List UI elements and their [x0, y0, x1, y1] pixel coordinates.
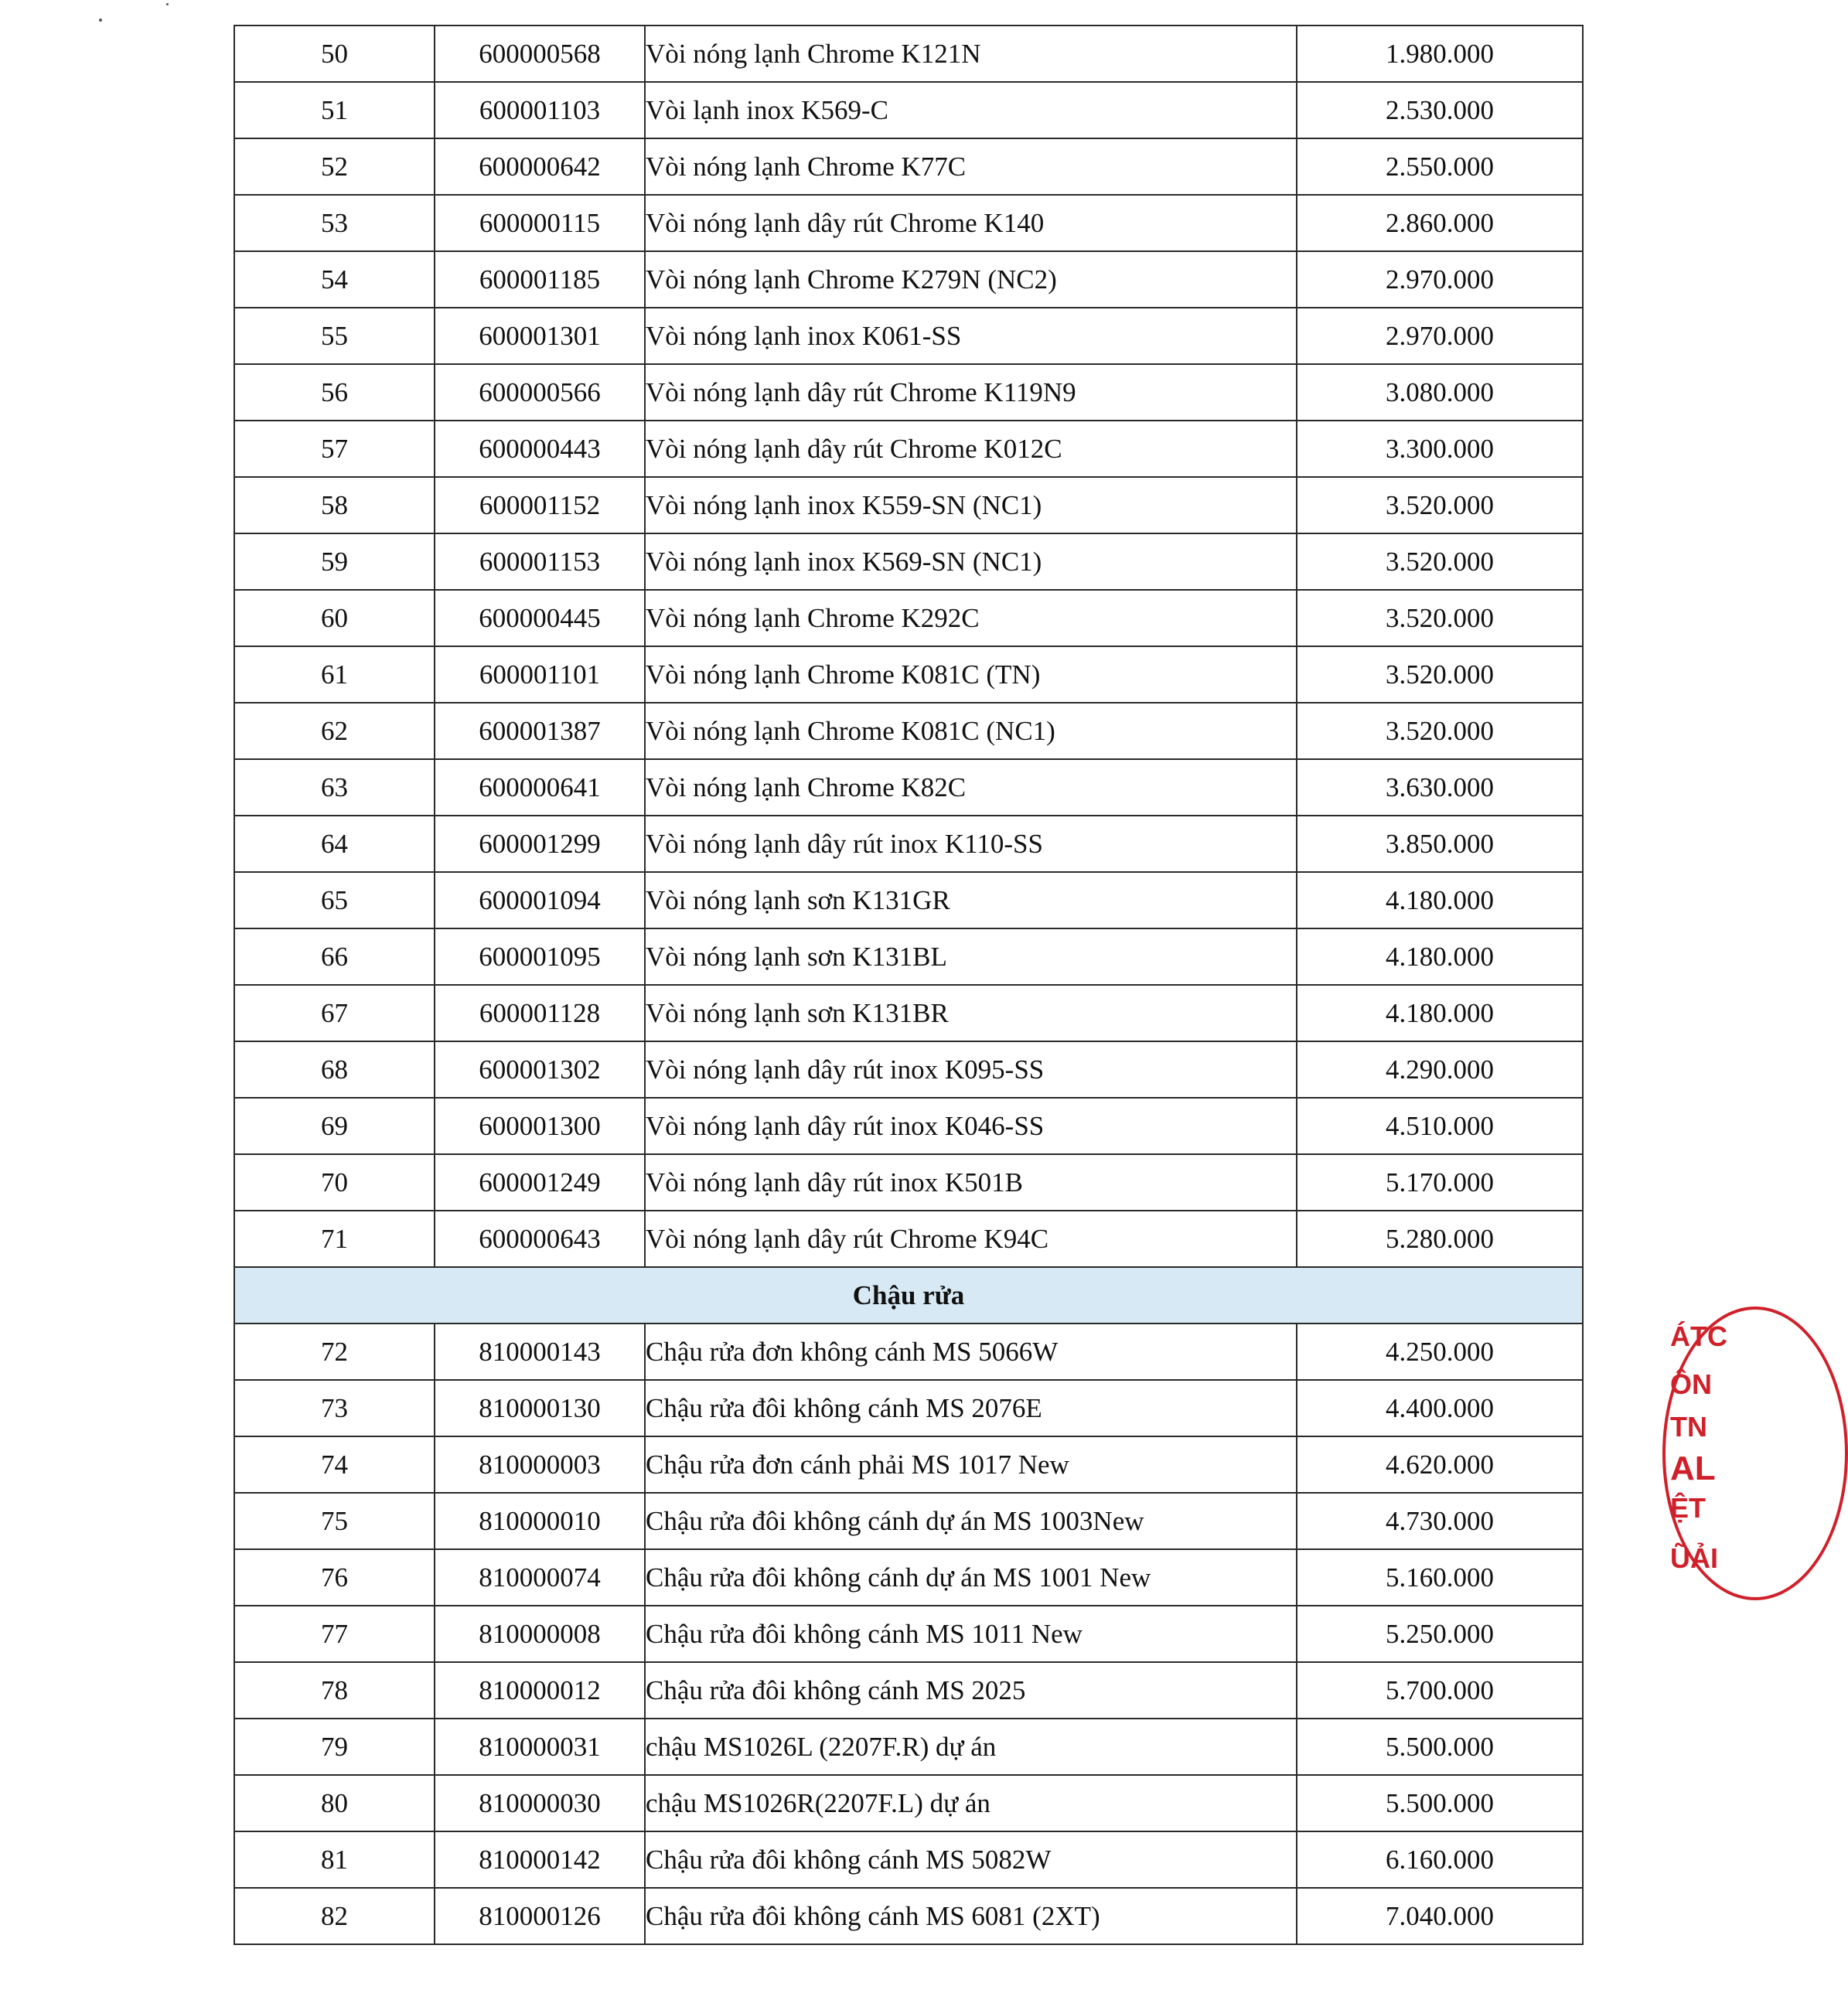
table-row: [234, 364, 1583, 421]
product-name-cell: Chậu rửa đơn cánh phải MS 1017 New: [645, 1436, 1297, 1493]
product-name-cell: Vòi nóng lạnh sơn K131BL: [645, 928, 1297, 985]
row-number-cell: 51: [234, 82, 435, 138]
price-cell: 3.630.000: [1297, 759, 1583, 816]
price-cell: 4.250.000: [1297, 1324, 1583, 1380]
product-name-cell: Chậu rửa đôi không cánh MS 2076E: [645, 1380, 1297, 1436]
row-number-cell: 70: [234, 1154, 435, 1211]
row-number-cell: 66: [234, 928, 435, 985]
stamp-text: ỆT: [1670, 1492, 1707, 1524]
product-code-cell: 600000445: [435, 590, 645, 646]
table-row: [234, 1493, 1583, 1549]
table-row: [234, 421, 1583, 477]
table-row: [234, 1041, 1583, 1098]
product-code-cell: 600001299: [435, 816, 645, 872]
stamp-text: ÔN: [1670, 1368, 1712, 1400]
row-number-cell: 58: [234, 477, 435, 533]
product-code-cell: 600001153: [435, 533, 645, 590]
table-row: [234, 1098, 1583, 1154]
price-cell: 1.980.000: [1297, 26, 1583, 82]
table-row: [234, 477, 1583, 533]
price-cell: 5.160.000: [1297, 1549, 1583, 1606]
row-number-cell: 62: [234, 703, 435, 759]
table-row: [234, 251, 1583, 308]
price-cell: 3.520.000: [1297, 590, 1583, 646]
table-row: [234, 195, 1583, 251]
company-seal-stamp: [1662, 1306, 1755, 1600]
product-code-cell: 600001302: [435, 1041, 645, 1098]
row-number-cell: 67: [234, 985, 435, 1041]
row-number-cell: 82: [234, 1888, 435, 1944]
table-row: [234, 1775, 1583, 1831]
product-code-cell: 600001301: [435, 308, 645, 364]
product-code-cell: 600001101: [435, 646, 645, 703]
row-number-cell: 63: [234, 759, 435, 816]
price-table: [234, 25, 1584, 1945]
product-name-cell: Chậu rửa đôi không cánh MS 1011 New: [645, 1606, 1297, 1662]
row-number-cell: 60: [234, 590, 435, 646]
price-cell: 2.970.000: [1297, 308, 1583, 364]
table-row: [234, 1380, 1583, 1436]
price-cell: 2.970.000: [1297, 251, 1583, 308]
product-name-cell: Vòi nóng lạnh inox K559-SN (NC1): [645, 477, 1297, 533]
table-row: [234, 590, 1583, 646]
row-number-cell: 61: [234, 646, 435, 703]
table-row: [234, 1606, 1583, 1662]
price-cell: 5.250.000: [1297, 1606, 1583, 1662]
product-code-cell: 600000643: [435, 1211, 645, 1267]
price-cell: 2.530.000: [1297, 82, 1583, 138]
price-cell: 6.160.000: [1297, 1831, 1583, 1888]
table-row: [234, 1831, 1583, 1888]
row-number-cell: 76: [234, 1549, 435, 1606]
product-name-cell: Vòi nóng lạnh Chrome K081C (NC1): [645, 703, 1297, 759]
table-row: [234, 1436, 1583, 1493]
product-name-cell: Vòi nóng lạnh Chrome K121N: [645, 26, 1297, 82]
product-code-cell: 600000641: [435, 759, 645, 816]
row-number-cell: 79: [234, 1719, 435, 1775]
product-name-cell: Vòi nóng lạnh Chrome K081C (TN): [645, 646, 1297, 703]
table-row: [234, 759, 1583, 816]
table-row: [234, 26, 1583, 82]
product-code-cell: 810000130: [435, 1380, 645, 1436]
product-name-cell: Chậu rửa đôi không cánh MS 6081 (2XT): [645, 1888, 1297, 1944]
product-name-cell: Vòi lạnh inox K569-C: [645, 82, 1297, 138]
table-row: [234, 1719, 1583, 1775]
price-cell: 4.510.000: [1297, 1098, 1583, 1154]
row-number-cell: 50: [234, 26, 435, 82]
price-cell: 2.860.000: [1297, 195, 1583, 251]
row-number-cell: 71: [234, 1211, 435, 1267]
product-code-cell: 600001103: [435, 82, 645, 138]
product-code-cell: 810000142: [435, 1831, 645, 1888]
product-code-cell: 810000143: [435, 1324, 645, 1380]
price-cell: 3.850.000: [1297, 816, 1583, 872]
table-row: [234, 985, 1583, 1041]
price-cell: 4.180.000: [1297, 928, 1583, 985]
price-cell: 5.700.000: [1297, 1662, 1583, 1719]
row-number-cell: 56: [234, 364, 435, 421]
table-row: [234, 928, 1583, 985]
product-name-cell: Vòi nóng lạnh Chrome K82C: [645, 759, 1297, 816]
price-cell: 7.040.000: [1297, 1888, 1583, 1944]
price-cell: 3.080.000: [1297, 364, 1583, 421]
product-code-cell: 600000568: [435, 26, 645, 82]
table-body: [234, 26, 1583, 1944]
product-name-cell: Vòi nóng lạnh dây rút Chrome K119N9: [645, 364, 1297, 421]
product-name-cell: Vòi nóng lạnh dây rút Chrome K94C: [645, 1211, 1297, 1267]
product-name-cell: Vòi nóng lạnh Chrome K292C: [645, 590, 1297, 646]
price-cell: 4.620.000: [1297, 1436, 1583, 1493]
row-number-cell: 54: [234, 251, 435, 308]
price-cell: 4.730.000: [1297, 1493, 1583, 1549]
price-cell: 3.520.000: [1297, 533, 1583, 590]
stamp-text: ÁTC: [1670, 1320, 1727, 1352]
product-name-cell: Vòi nóng lạnh dây rút Chrome K012C: [645, 421, 1297, 477]
price-cell: 3.520.000: [1297, 477, 1583, 533]
product-code-cell: 600001300: [435, 1098, 645, 1154]
product-name-cell: Vòi nóng lạnh dây rút inox K046-SS: [645, 1098, 1297, 1154]
table-row: [234, 1211, 1583, 1267]
price-cell: 5.280.000: [1297, 1211, 1583, 1267]
product-code-cell: 600000115: [435, 195, 645, 251]
row-number-cell: 59: [234, 533, 435, 590]
product-code-cell: 600001185: [435, 251, 645, 308]
table-row: [234, 1888, 1583, 1944]
product-code-cell: 600001094: [435, 872, 645, 928]
product-name-cell: Chậu rửa đôi không cánh MS 2025: [645, 1662, 1297, 1719]
row-number-cell: 68: [234, 1041, 435, 1098]
product-name-cell: Vòi nóng lạnh sơn K131BR: [645, 985, 1297, 1041]
table-row: [234, 308, 1583, 364]
price-cell: 4.180.000: [1297, 985, 1583, 1041]
row-number-cell: 53: [234, 195, 435, 251]
price-cell: 2.550.000: [1297, 138, 1583, 195]
row-number-cell: 74: [234, 1436, 435, 1493]
product-code-cell: 600001095: [435, 928, 645, 985]
product-code-cell: 810000012: [435, 1662, 645, 1719]
price-cell: 3.520.000: [1297, 646, 1583, 703]
product-code-cell: 600001128: [435, 985, 645, 1041]
product-code-cell: 810000030: [435, 1775, 645, 1831]
product-code-cell: 600000443: [435, 421, 645, 477]
product-name-cell: Vòi nóng lạnh dây rút inox K110-SS: [645, 816, 1297, 872]
product-code-cell: 600001387: [435, 703, 645, 759]
price-cell: 5.500.000: [1297, 1775, 1583, 1831]
product-name-cell: Vòi nóng lạnh inox K061-SS: [645, 308, 1297, 364]
stamp-text: ŨẢI: [1670, 1542, 1718, 1574]
row-number-cell: 57: [234, 421, 435, 477]
product-name-cell: Vòi nóng lạnh inox K569-SN (NC1): [645, 533, 1297, 590]
table-row: [234, 1154, 1583, 1211]
table-row: [234, 533, 1583, 590]
row-number-cell: 69: [234, 1098, 435, 1154]
product-name-cell: Vòi nóng lạnh dây rút inox K095-SS: [645, 1041, 1297, 1098]
scan-dot: [166, 3, 169, 5]
product-name-cell: Chậu rửa đôi không cánh dự án MS 1003New: [645, 1493, 1297, 1549]
stamp-text: AL: [1670, 1450, 1716, 1487]
table-row: [234, 82, 1583, 138]
product-code-cell: 810000074: [435, 1549, 645, 1606]
price-cell: 3.520.000: [1297, 703, 1583, 759]
product-code-cell: 810000031: [435, 1719, 645, 1775]
product-name-cell: Chậu rửa đôi không cánh dự án MS 1001 New: [645, 1549, 1297, 1606]
price-cell: 4.290.000: [1297, 1041, 1583, 1098]
row-number-cell: 73: [234, 1380, 435, 1436]
product-name-cell: Vòi nóng lạnh dây rút Chrome K140: [645, 195, 1297, 251]
table-row: [234, 1549, 1583, 1606]
section-title: Chậu rửa: [234, 1267, 1583, 1324]
product-name-cell: Vòi nóng lạnh sơn K131GR: [645, 872, 1297, 928]
product-name-cell: Chậu rửa đôi không cánh MS 5082W: [645, 1831, 1297, 1888]
product-name-cell: Vòi nóng lạnh Chrome K77C: [645, 138, 1297, 195]
table-row: [234, 816, 1583, 872]
price-cell: 4.180.000: [1297, 872, 1583, 928]
product-code-cell: 600000642: [435, 138, 645, 195]
product-code-cell: 810000008: [435, 1606, 645, 1662]
row-number-cell: 75: [234, 1493, 435, 1549]
product-name-cell: chậu MS1026R(2207F.L) dự án: [645, 1775, 1297, 1831]
row-number-cell: 80: [234, 1775, 435, 1831]
table-row: [234, 646, 1583, 703]
row-number-cell: 52: [234, 138, 435, 195]
product-code-cell: 810000003: [435, 1436, 645, 1493]
product-name-cell: Vòi nóng lạnh dây rút inox K501B: [645, 1154, 1297, 1211]
product-code-cell: 600000566: [435, 364, 645, 421]
row-number-cell: 64: [234, 816, 435, 872]
price-cell: 5.170.000: [1297, 1154, 1583, 1211]
table-row: [234, 138, 1583, 195]
row-number-cell: 55: [234, 308, 435, 364]
price-cell: 4.400.000: [1297, 1380, 1583, 1436]
row-number-cell: 77: [234, 1606, 435, 1662]
table-row: [234, 1662, 1583, 1719]
stamp-text: TN: [1670, 1411, 1707, 1443]
product-code-cell: 810000126: [435, 1888, 645, 1944]
row-number-cell: 72: [234, 1324, 435, 1380]
section-header-row: [234, 1267, 1583, 1324]
table-row: [234, 703, 1583, 759]
product-name-cell: Chậu rửa đơn không cánh MS 5066W: [645, 1324, 1297, 1380]
product-name-cell: Vòi nóng lạnh Chrome K279N (NC2): [645, 251, 1297, 308]
row-number-cell: 65: [234, 872, 435, 928]
table-row: [234, 1324, 1583, 1380]
scan-dot: [99, 19, 102, 22]
price-cell: 5.500.000: [1297, 1719, 1583, 1775]
table-row: [234, 872, 1583, 928]
row-number-cell: 78: [234, 1662, 435, 1719]
product-code-cell: 600001249: [435, 1154, 645, 1211]
price-cell: 3.300.000: [1297, 421, 1583, 477]
row-number-cell: 81: [234, 1831, 435, 1888]
product-name-cell: chậu MS1026L (2207F.R) dự án: [645, 1719, 1297, 1775]
product-code-cell: 810000010: [435, 1493, 645, 1549]
product-code-cell: 600001152: [435, 477, 645, 533]
